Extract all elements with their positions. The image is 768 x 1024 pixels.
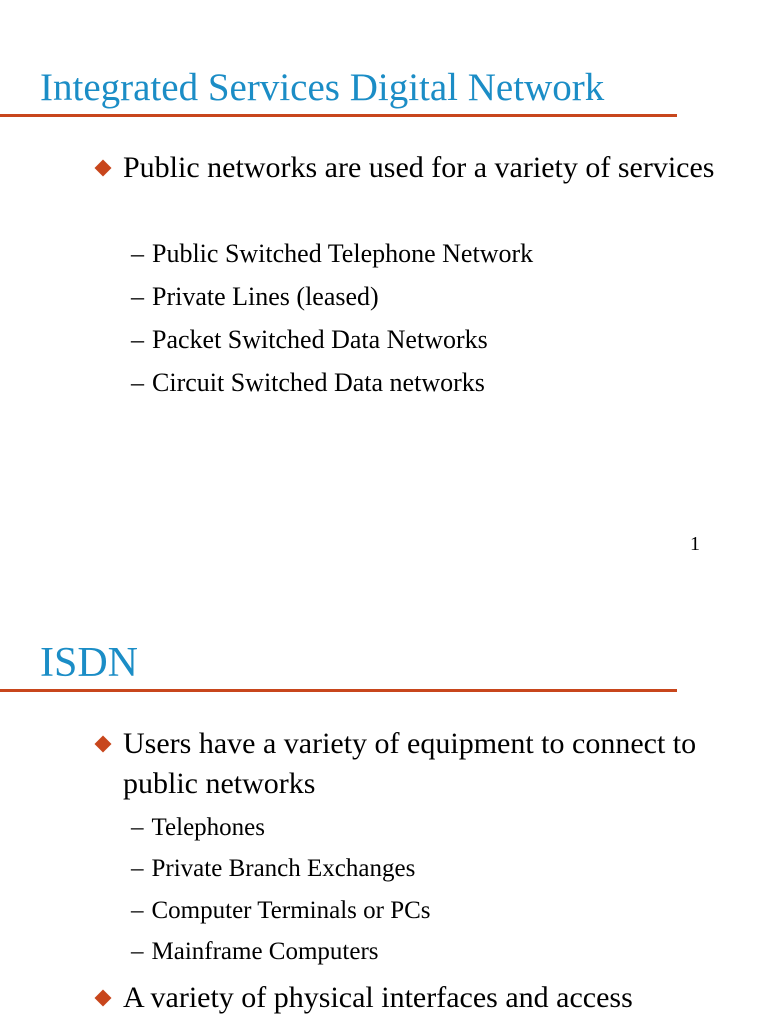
title-underline [0, 689, 677, 692]
diamond-bullet-icon [95, 160, 112, 177]
sub-item-text: Mainframe Computers [151, 938, 379, 965]
bullet-item [123, 978, 733, 1018]
slide-title: Integrated Services Digital Network [40, 66, 605, 109]
sub-item-text: Packet Switched Data Networks [152, 325, 488, 354]
sub-item [131, 853, 415, 885]
bullet-text: Users have a variety of equipment to connect to public networks [123, 727, 697, 800]
sub-item [131, 238, 533, 270]
bullet-item [123, 148, 733, 188]
dash-marker: – [131, 814, 144, 841]
sub-item-text: Computer Terminals or PCs [151, 897, 431, 924]
slide-2 [0, 576, 768, 1024]
sub-item [131, 812, 265, 844]
dash-marker: – [131, 368, 144, 397]
sub-item-text: Circuit Switched Data networks [152, 368, 485, 397]
dash-marker: – [131, 938, 144, 965]
sub-item [131, 367, 485, 399]
page-number: 1 [690, 533, 700, 555]
sub-item-text: Private Branch Exchanges [151, 855, 416, 882]
diamond-bullet-icon [95, 736, 112, 753]
title-underline [0, 114, 677, 117]
dash-marker: – [131, 897, 144, 924]
bullet-item [123, 724, 733, 804]
dash-marker: – [131, 282, 144, 311]
sub-item [131, 281, 379, 313]
dash-marker: – [131, 855, 144, 882]
sub-item [131, 324, 488, 356]
slide-title: ISDN [40, 640, 139, 686]
sub-item-text: Public Switched Telephone Network [152, 239, 534, 268]
sub-item-text: Private Lines (leased) [152, 282, 379, 311]
sub-item [131, 895, 431, 927]
dash-marker: – [131, 325, 144, 354]
bullet-text: Public networks are used for a variety of services [123, 151, 715, 184]
dash-marker: – [131, 239, 144, 268]
diamond-bullet-icon [95, 990, 112, 1007]
sub-item-text: Telephones [151, 814, 265, 841]
sub-item [131, 936, 379, 968]
bullet-text: A variety of physical interfaces and access [123, 981, 633, 1014]
